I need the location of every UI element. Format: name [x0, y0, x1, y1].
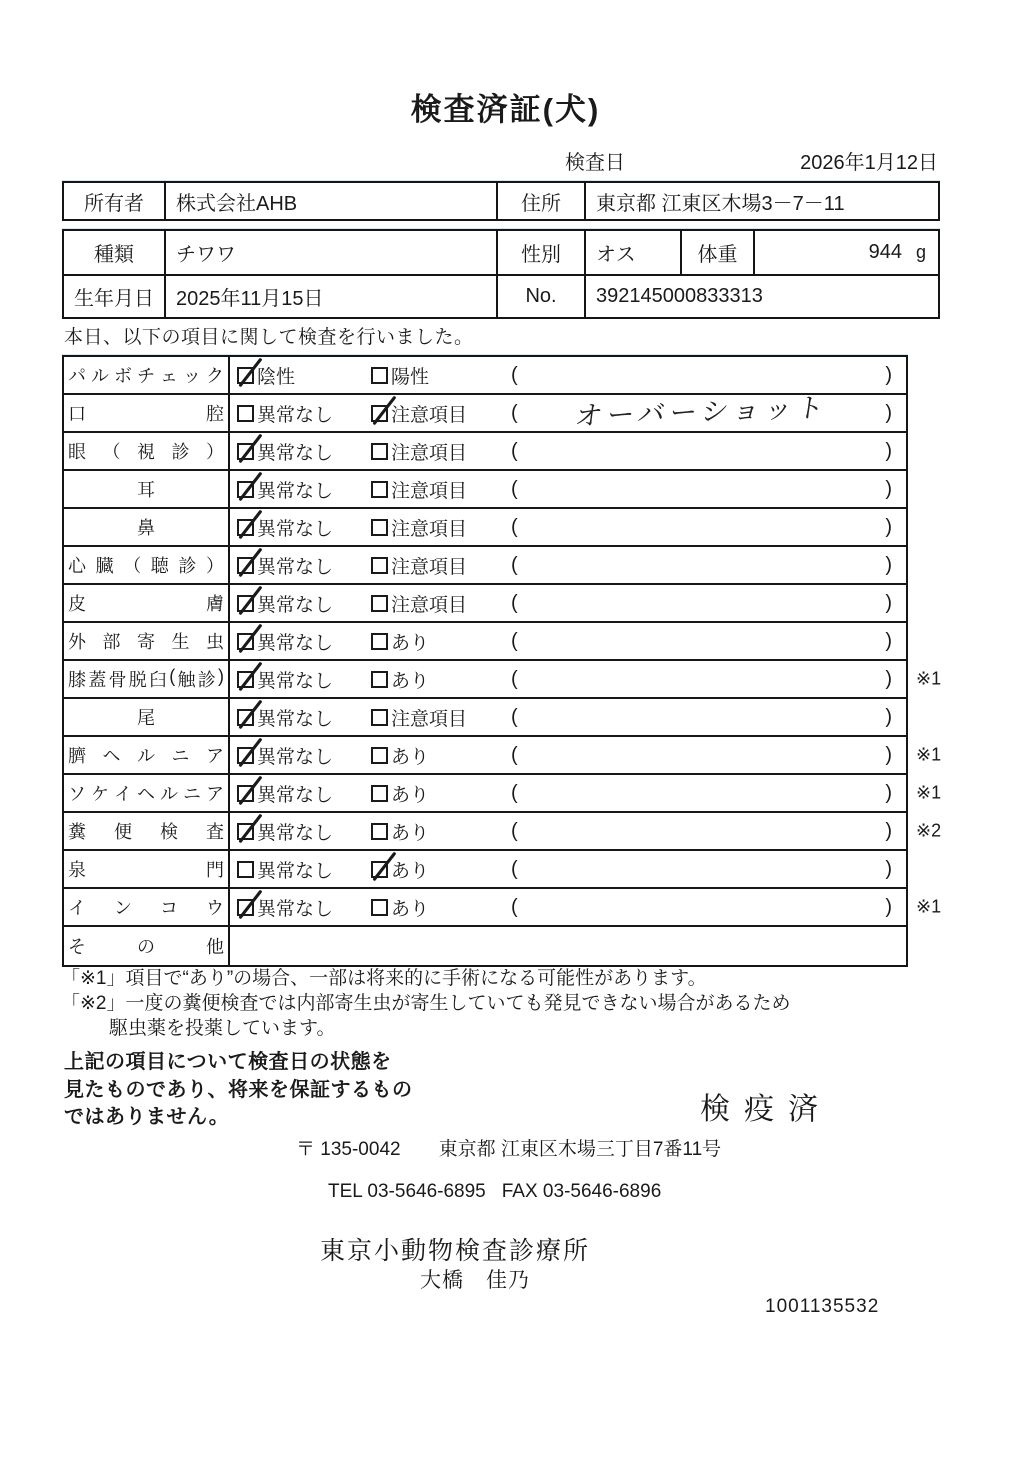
option-label: あり — [391, 784, 430, 806]
pet-table — [62, 229, 940, 319]
exam-item-label: 心 臓 （ 聴 診 ） — [68, 556, 224, 576]
checkbox-icon[interactable] — [237, 861, 254, 878]
exam-statement: 本日、以下の項目に関して検査を行いました。 — [64, 327, 474, 348]
option-label: 異常なし — [257, 898, 334, 920]
exam-option-2 — [371, 476, 503, 503]
checkbox-icon[interactable] — [371, 519, 388, 536]
veterinarian-name: 大橋 佳乃 — [420, 1269, 530, 1292]
paren-close: ) — [885, 515, 892, 538]
exam-item-label: 糞 便 検 査 — [68, 822, 224, 842]
paren-open: ( — [511, 781, 518, 804]
checkbox-icon[interactable] — [237, 557, 254, 574]
option-label: 異常なし — [257, 518, 334, 540]
paren-close: ) — [885, 819, 892, 842]
page-title: 検査済証(犬) — [410, 92, 601, 127]
paren-close: ) — [885, 781, 892, 804]
exam-option-1 — [237, 628, 371, 655]
owner-address: 東京都 江東区木場3－7－11 — [596, 192, 845, 215]
handwritten-remark: オーバーショット — [572, 391, 831, 431]
exam-row-tail — [64, 699, 906, 737]
option-label: 異常なし — [257, 556, 334, 578]
sex-label: 性別 — [498, 231, 586, 274]
clinic-name: 東京小動物検査診療所 — [320, 1237, 591, 1265]
checkbox-icon[interactable] — [237, 785, 254, 802]
exam-option-2 — [371, 362, 503, 389]
paren-close: ) — [885, 439, 892, 462]
owner-label: 所有者 — [64, 183, 166, 219]
checkbox-icon[interactable] — [371, 481, 388, 498]
footnote-2-continued: 駆虫薬を投薬しています。 — [109, 1018, 336, 1039]
checkbox-icon[interactable] — [237, 595, 254, 612]
checkbox-icon[interactable] — [371, 633, 388, 650]
exam-row-inkou — [64, 889, 942, 927]
exam-item-label: 眼 （ 視 診 ） — [68, 442, 224, 462]
inspection-date-label: 検査日 — [565, 152, 625, 174]
fax-number: FAX 03-5646-6896 — [501, 1181, 662, 1202]
option-label: 異常なし — [257, 594, 334, 616]
checkbox-icon[interactable] — [371, 823, 388, 840]
owner-name: 株式会社AHB — [166, 183, 498, 219]
checkbox-icon[interactable] — [371, 785, 388, 802]
paren-open: ( — [511, 743, 518, 766]
postal-code: 〒 135-0042 — [296, 1139, 401, 1160]
exam-option-2 — [371, 742, 503, 769]
footnote-2: 「※2」一度の糞便検査では内部寄生虫が寄生していても発見できない場合があるため — [61, 993, 791, 1014]
exam-row-nose — [64, 509, 906, 547]
checkbox-icon[interactable] — [371, 899, 388, 916]
exam-option-1 — [237, 856, 371, 883]
exam-item-label: 口 腔 — [68, 404, 224, 424]
owner-table — [62, 181, 940, 221]
exam-row-other — [64, 927, 906, 965]
paren-close: ) — [885, 629, 892, 652]
exam-item-label: 皮 膚 — [68, 594, 224, 614]
exam-option-1 — [237, 552, 371, 579]
option-label: 異常なし — [257, 860, 334, 882]
exam-row-patella — [64, 661, 942, 699]
exam-item-label: 膝 蓋 骨 脱 臼 ( 触 診 ) — [68, 666, 224, 690]
exam-option-1 — [237, 894, 371, 921]
tel-number: TEL 03-5646-6895 — [328, 1181, 486, 1202]
birth-label: 生年月日 — [64, 276, 166, 317]
row-footnote: ※1 — [916, 668, 942, 689]
clinic-address: 東京都 江東区木場三丁目7番11号 — [438, 1139, 722, 1160]
exam-option-1 — [237, 704, 371, 731]
option-label: 注意項目 — [391, 594, 468, 616]
exam-item-label: パ ル ボ チ ェ ッ ク — [68, 366, 224, 386]
exam-row-inguinal-hernia — [64, 775, 942, 813]
paren-open: ( — [511, 591, 518, 614]
inspection-date-row — [565, 146, 938, 175]
exam-item-label: イ ン コ ウ — [68, 898, 224, 918]
paren-open: ( — [511, 895, 518, 918]
checkbox-icon[interactable] — [371, 747, 388, 764]
document-number: 1001135532 — [765, 1296, 880, 1317]
quarantine-stamp: 検疫済 — [700, 1093, 832, 1126]
paren-close: ) — [885, 591, 892, 614]
checkbox-icon[interactable] — [237, 367, 254, 384]
checkbox-icon[interactable] — [371, 861, 388, 878]
paren-close: ) — [885, 857, 892, 880]
exam-row-eyes — [64, 433, 906, 471]
option-label: あり — [391, 860, 430, 882]
paren-close: ) — [885, 705, 892, 728]
checkbox-icon[interactable] — [237, 481, 254, 498]
checkbox-icon[interactable] — [237, 823, 254, 840]
paren-close: ) — [885, 477, 892, 500]
checkbox-icon[interactable] — [237, 671, 254, 688]
paren-open: ( — [511, 629, 518, 652]
exam-option-1 — [237, 438, 371, 465]
checkbox-icon[interactable] — [371, 405, 388, 422]
option-label: 異常なし — [257, 480, 334, 502]
option-label: 注意項目 — [391, 556, 468, 578]
row-footnote: ※2 — [916, 820, 942, 841]
postal-address-line — [296, 1134, 721, 1161]
row-footnote: ※1 — [916, 896, 942, 917]
option-label: 異常なし — [257, 632, 334, 654]
exam-row-heart — [64, 547, 906, 585]
paren-open: ( — [511, 667, 518, 690]
paren-open: ( — [511, 439, 518, 462]
exam-option-1 — [237, 476, 371, 503]
exam-option-1 — [237, 362, 371, 389]
exam-option-1 — [237, 514, 371, 541]
exam-item-label: 耳 — [137, 480, 155, 500]
checkbox-icon[interactable] — [237, 633, 254, 650]
option-label: 注意項目 — [391, 518, 468, 540]
exam-option-2 — [371, 780, 503, 807]
disclaimer: 上記の項目について検査日の状態を 見たものであり、将来を保証するもの ではありません。 — [64, 1051, 413, 1128]
paren-open: ( — [511, 401, 518, 424]
exam-row-fontanelle — [64, 851, 906, 889]
paren-close: ) — [885, 667, 892, 690]
exam-option-1 — [237, 780, 371, 807]
breed-label: 種類 — [64, 231, 166, 274]
exam-option-2 — [371, 590, 503, 617]
checkbox-icon[interactable] — [371, 443, 388, 460]
checkbox-icon[interactable] — [237, 519, 254, 536]
pet-row-2 — [64, 274, 938, 317]
paren-open: ( — [511, 705, 518, 728]
footnotes — [61, 966, 791, 1041]
owner-address-label: 住所 — [498, 183, 586, 219]
exam-item-label: そ の 他 — [68, 937, 224, 957]
number-label: No. — [498, 276, 586, 317]
exam-option-2 — [371, 704, 503, 731]
row-footnote: ※1 — [916, 744, 942, 765]
exam-row-umbilical-hernia — [64, 737, 942, 775]
weight-value — [755, 231, 938, 274]
pet-row-1 — [64, 231, 938, 274]
option-label: 異常なし — [257, 404, 334, 426]
exam-option-2 — [371, 438, 503, 465]
exam-table — [62, 355, 942, 967]
option-label: あり — [391, 746, 430, 768]
checkbox-icon[interactable] — [371, 367, 388, 384]
paren-close: ) — [885, 363, 892, 386]
breed-value: チワワ — [166, 231, 498, 274]
exam-row-ears — [64, 471, 906, 509]
checkbox-icon[interactable] — [237, 405, 254, 422]
option-label: あり — [391, 898, 430, 920]
exam-option-1 — [237, 400, 371, 427]
option-label: 注意項目 — [391, 480, 468, 502]
checkbox-icon[interactable] — [371, 557, 388, 574]
exam-row-fecal — [64, 813, 942, 851]
option-label: 異常なし — [257, 442, 334, 464]
exam-row-oral — [64, 391, 906, 433]
option-label: 異常なし — [257, 708, 334, 730]
exam-item-label: 臍 ヘ ル ニ ア — [68, 746, 224, 766]
exam-item-label: ソ ケ イ ヘ ル ニ ア — [68, 784, 224, 804]
exam-option-2 — [371, 666, 503, 693]
exam-option-2 — [371, 628, 503, 655]
exam-option-2 — [371, 894, 503, 921]
birth-value: 2025年11月15日 — [166, 276, 498, 317]
exam-option-2 — [371, 818, 503, 845]
exam-option-1 — [237, 666, 371, 693]
exam-option-1 — [237, 742, 371, 769]
exam-row-skin — [64, 585, 906, 623]
option-label: 注意項目 — [391, 404, 468, 426]
option-label: 異常なし — [257, 670, 334, 692]
weight-unit: g — [915, 242, 926, 262]
paren-open: ( — [511, 363, 518, 386]
option-label: 異常なし — [257, 822, 334, 844]
sex-value: オス — [586, 231, 682, 274]
inspection-date-value: 2026年1月12日 — [800, 152, 938, 174]
weight-number: 944 — [868, 241, 902, 263]
exam-item-label: 鼻 — [137, 518, 155, 538]
paren-open: ( — [511, 553, 518, 576]
exam-option-1 — [237, 590, 371, 617]
option-label: 注意項目 — [391, 708, 468, 730]
exam-option-1 — [237, 818, 371, 845]
option-label: 異常なし — [257, 784, 334, 806]
exam-option-2 — [371, 856, 503, 883]
exam-option-2 — [371, 514, 503, 541]
paren-open: ( — [511, 857, 518, 880]
exam-other-empty-cell — [230, 927, 906, 965]
paren-close: ) — [885, 401, 892, 424]
option-label: 陽性 — [391, 366, 430, 388]
checkbox-icon[interactable] — [237, 747, 254, 764]
paren-close: ) — [885, 895, 892, 918]
paren-close: ) — [885, 553, 892, 576]
exam-item-label: 泉 門 — [68, 860, 224, 880]
exam-item-label: 尾 — [137, 708, 155, 728]
weight-label: 体重 — [682, 231, 755, 274]
option-label: 陰性 — [257, 366, 296, 388]
checkbox-icon[interactable] — [371, 671, 388, 688]
owner-row — [64, 183, 938, 219]
checkbox-icon[interactable] — [237, 443, 254, 460]
tel-fax-line — [328, 1181, 661, 1203]
paren-close: ) — [885, 743, 892, 766]
exam-row-external-parasites — [64, 623, 906, 661]
row-footnote: ※1 — [916, 782, 942, 803]
paren-open: ( — [511, 515, 518, 538]
checkbox-icon[interactable] — [237, 709, 254, 726]
paren-open: ( — [511, 477, 518, 500]
checkbox-icon[interactable] — [371, 595, 388, 612]
number-value: 392145000833313 — [596, 285, 763, 307]
option-label: あり — [391, 822, 430, 844]
option-label: 異常なし — [257, 746, 334, 768]
exam-item-label: 外 部 寄 生 虫 — [68, 632, 224, 652]
option-label: あり — [391, 670, 430, 692]
checkbox-icon[interactable] — [237, 899, 254, 916]
exam-option-2 — [371, 552, 503, 579]
footnote-1: 「※1」項目で“あり”の場合、一部は将来的に手術になる可能性があります。 — [61, 968, 707, 989]
paren-open: ( — [511, 819, 518, 842]
checkbox-icon[interactable] — [371, 709, 388, 726]
exam-option-2 — [371, 400, 503, 427]
option-label: 注意項目 — [391, 442, 468, 464]
option-label: あり — [391, 632, 430, 654]
